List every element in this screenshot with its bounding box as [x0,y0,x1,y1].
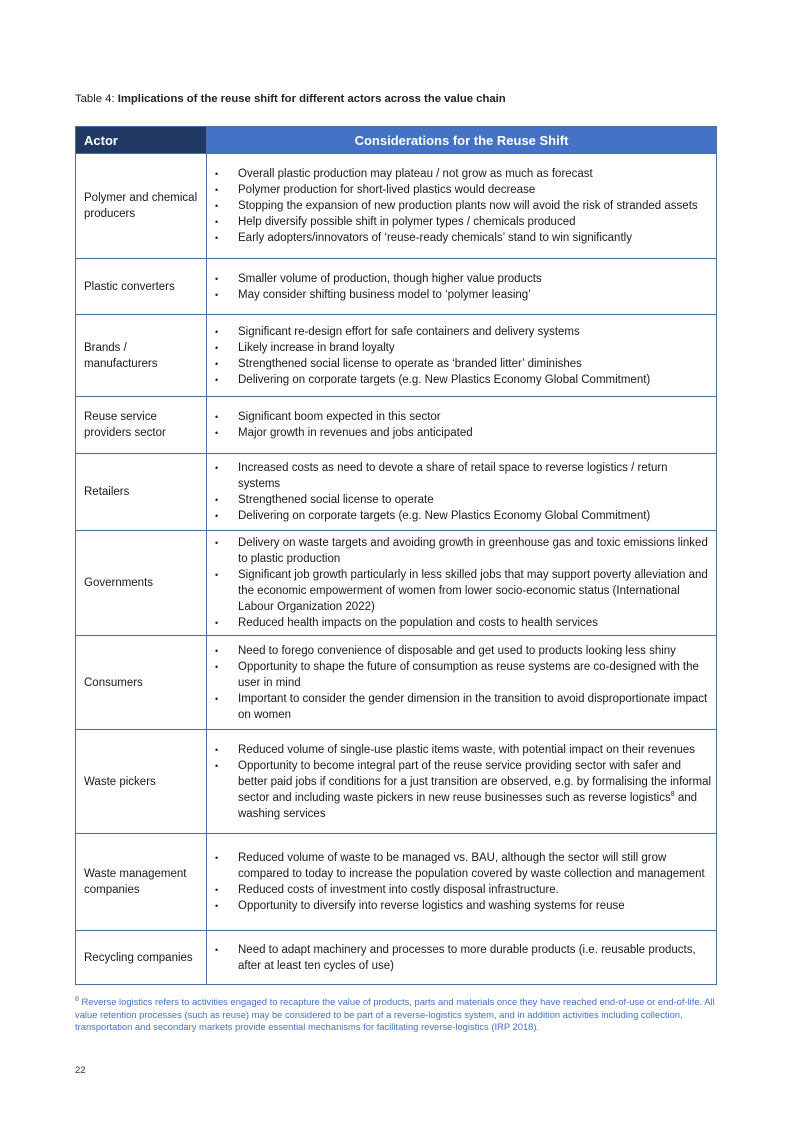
footnote-mark: 8 [75,995,79,1003]
list-item [213,882,712,898]
list-item-text: Likely increase in brand loyalty [238,341,395,354]
bullet-icon: • [215,618,219,628]
actor-cell: Consumers [76,636,207,730]
list-item [213,691,712,723]
list-item [213,659,712,691]
list-item-text: Significant boom expected in this sector [238,411,441,423]
bullet-icon: • [215,760,219,771]
footnote [75,996,715,1034]
list-item-text: Overall plastic production may plateau / not grow as much as forecast [238,168,593,180]
caption-title: Implications of the reuse shift for different actors across the value chain [117,93,506,105]
list-item-text: Polymer production for short-lived plastics would decrease [238,184,536,196]
considerations-list [213,271,712,303]
page-number: 22 [75,1065,86,1076]
table-row [76,834,717,931]
list-item-text: Increased costs as need to devote a share of retail space to reverse logistics / return systems [238,462,668,490]
list-item-text: Opportunity to become integral part of the reuse service providing sector with safer and better paid jobs if conditions for a just transition are observed, e.g. by formalising the informal sector and including waste pickers in new reuse businesses such as reverse logistics [238,759,712,804]
considerations-cell [207,315,717,397]
list-item [213,214,712,230]
bullet-icon: • [215,273,219,284]
list-item-text: Need to adapt machinery and processes to more durable products (i.e. reusable products, after at least ten cycles of use) [238,943,696,972]
list-item-text: Delivering on corporate targets (e.g. New Plastics Economy Global Commitment) [238,373,651,386]
bullet-icon: • [215,201,219,211]
bullet-icon: • [215,570,219,580]
considerations-cell [207,454,717,531]
actor-cell: Brands / manufacturers [76,315,207,397]
list-item [213,425,712,441]
list-item [213,460,712,492]
list-item-text: Strengthened social license to operate [238,494,434,506]
list-item [213,271,712,287]
actor-cell: Reuse service providers sector [76,397,207,454]
table-body [76,154,717,985]
list-item [213,230,712,246]
list-item [213,850,712,882]
considerations-cell [207,397,717,454]
list-item [213,508,712,524]
bullet-icon: • [215,428,219,438]
list-item-text: Opportunity to shape the future of consumption as reuse systems are co-designed with the user in mind [238,660,699,689]
list-item-text: Strengthened social license to operate as ‘branded litter’ diminishes [238,357,582,370]
list-item [213,643,712,659]
list-item [213,942,712,974]
list-item-text: Need to forego convenience of disposable and get used to products looking less shiny [238,644,676,657]
list-item [213,372,712,388]
considerations-list [213,324,712,388]
considerations-list [213,460,712,524]
table-row [76,259,717,315]
list-item-text: Major growth in revenues and jobs anticipated [238,427,473,439]
actor-cell: Retailers [76,454,207,531]
bullet-icon: • [215,853,219,863]
table-row [76,730,717,834]
bullet-icon: • [215,233,219,243]
bullet-icon: • [215,289,219,300]
table-row [76,931,717,985]
bullet-icon: • [215,901,219,911]
header-actor: Actor [76,127,207,154]
footnote-reference: 8 [670,790,675,798]
table-row [76,154,717,259]
list-item-text-tail: and washing services [238,791,698,820]
actor-cell: Polymer and chemical producers [76,154,207,259]
list-item [213,409,712,425]
caption-prefix: Table 4: [75,93,118,105]
list-item [213,567,712,615]
list-item-text: Reduced volume of single-use plastic items waste, with potential impact on their revenues [238,743,696,756]
list-item [213,182,712,198]
considerations-cell [207,636,717,730]
considerations-cell [207,834,717,931]
header-considerations: Considerations for the Reuse Shift [207,127,717,154]
table-row [76,531,717,636]
list-item-text: Significant re-design effort for safe containers and delivery systems [238,325,580,338]
considerations-cell [207,730,717,834]
list-item-text: Opportunity to diversify into reverse logistics and washing systems for reuse [238,900,625,912]
bullet-icon: • [215,217,219,227]
considerations-list [213,850,712,914]
bullet-icon: • [215,511,219,521]
list-item-text: Early adopters/innovators of ‘reuse-ready chemicals’ stand to win significantly [238,232,632,244]
list-item [213,356,712,372]
bullet-icon: • [215,495,219,505]
table-row [76,454,717,531]
bullet-icon: • [215,744,219,755]
list-item-text: Reduced health impacts on the population and costs to health services [238,617,598,629]
actor-cell: Waste management companies [76,834,207,931]
table-caption [75,93,720,105]
list-item-text: Delivery on waste targets and avoiding growth in greenhouse gas and toxic emissions linked to plastic production [238,537,708,565]
bullet-icon: • [215,358,219,369]
considerations-cell [207,931,717,985]
bullet-icon: • [215,693,219,704]
table-row [76,636,717,730]
list-item [213,198,712,214]
actor-cell: Waste pickers [76,730,207,834]
list-item [213,340,712,356]
considerations-cell [207,154,717,259]
list-item [213,166,712,182]
list-item [213,898,712,914]
bullet-icon: • [215,944,219,955]
table-row [76,397,717,454]
considerations-list [213,643,712,723]
bullet-icon: • [215,185,219,195]
considerations-list [213,409,712,441]
list-item-text: Reduced volume of waste to be managed vs. BAU, although the sector will still grow compared to today to increase the population covered by waste collection and management [238,852,705,880]
bullet-icon: • [215,885,219,895]
bullet-icon: • [215,412,219,422]
considerations-list [213,742,712,822]
bullet-icon: • [215,326,219,337]
list-item [213,492,712,508]
bullet-icon: • [215,463,219,473]
list-item-text: Important to consider the gender dimension in the transition to avoid disproportionate impact on women [238,692,708,721]
actors-table [75,126,717,985]
bullet-icon: • [215,645,219,656]
list-item-text: May consider shifting business model to ‘polymer leasing’ [238,288,531,301]
considerations-list [213,942,712,974]
actor-cell: Recycling companies [76,931,207,985]
table-row [76,315,717,397]
bullet-icon: • [215,538,219,548]
actor-cell: Plastic converters [76,259,207,315]
list-item [213,615,712,631]
bullet-icon: • [215,342,219,353]
bullet-icon: • [215,169,219,179]
table-header-row [76,127,717,154]
list-item-text: Delivering on corporate targets (e.g. New Plastics Economy Global Commitment) [238,510,651,522]
bullet-icon: • [215,661,219,672]
list-item [213,535,712,567]
list-item [213,742,712,758]
footnote-text: Reverse logistics refers to activities engaged to recapture the value of products, parts and materials once they have reached end-of-use or end-of-life. All value retention processes (such as reuse) may be considered to be part of a reverse-logistics system, and in addition activities including collection, transportation and secondary markets provide essential mechanisms for facilitating reverse-logistics (IRP 2018). [75,996,715,1032]
actor-cell: Governments [76,531,207,636]
list-item [213,287,712,303]
bullet-icon: • [215,374,219,385]
considerations-cell [207,531,717,636]
considerations-list [213,166,712,246]
list-item [213,758,712,822]
list-item-text: Stopping the expansion of new production plants now will avoid the risk of stranded assets [238,200,698,212]
list-item-text: Smaller volume of production, though higher value products [238,272,542,285]
considerations-cell [207,259,717,315]
list-item-text: Significant job growth particularly in less skilled jobs that may support poverty alleviation and the economic empowerment of women from lower socio-economic status (International Labour Organization 2022) [238,569,708,613]
list-item-text: Help diversify possible shift in polymer types / chemicals produced [238,216,576,228]
list-item [213,324,712,340]
list-item-text: Reduced costs of investment into costly disposal infrastructure. [238,884,559,896]
considerations-list [213,535,712,631]
